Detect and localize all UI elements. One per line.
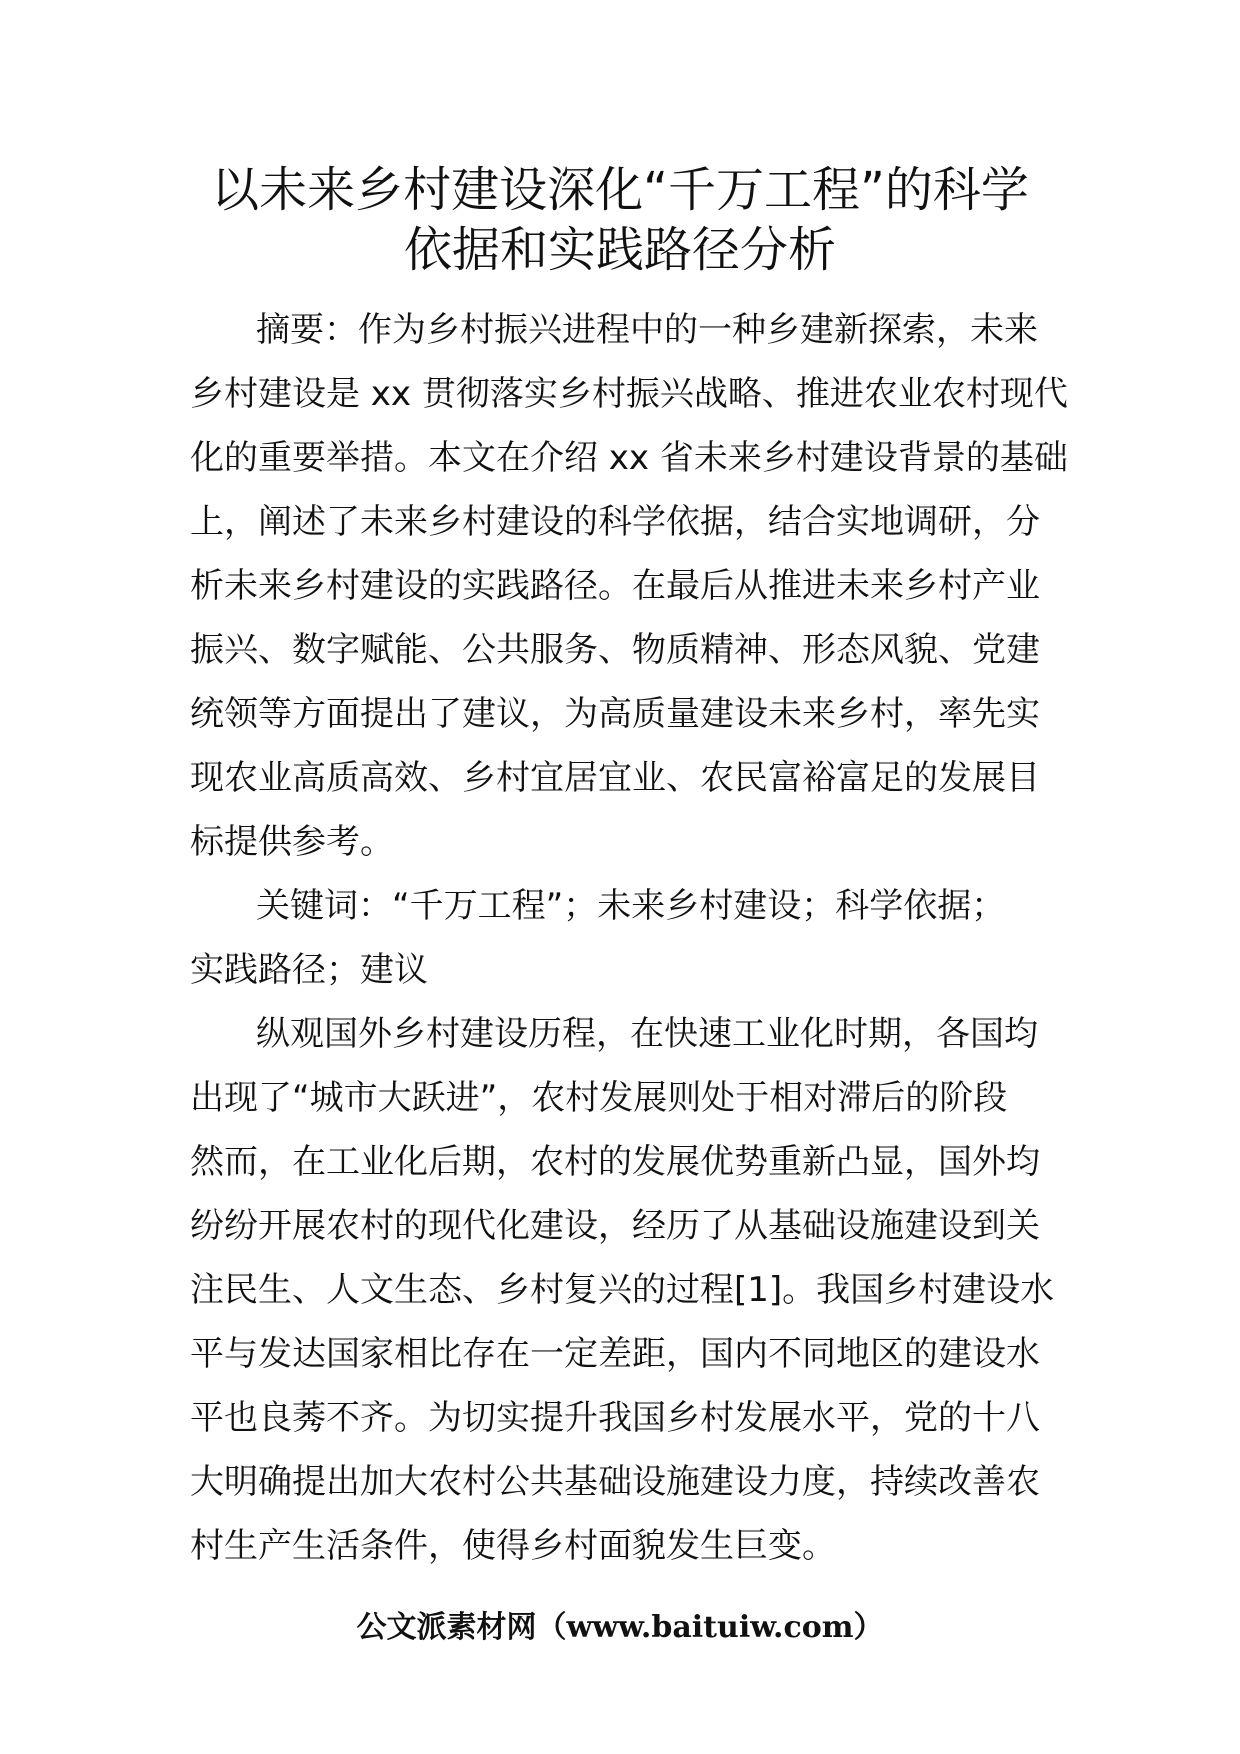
text-line: 平也良莠不齐。为切实提升我国乡村发展水平，党的十八 — [190, 1398, 1040, 1438]
text-line: 统领等方面提出了建议，为高质量建设未来乡村，率先实 — [190, 694, 1040, 734]
text-line: 摘要：作为乡村振兴进程中的一种乡建新探索，未来 — [256, 310, 1038, 350]
text-line: 上，阐述了未来乡村建设的科学依据，结合实地调研，分 — [190, 502, 1040, 542]
text-line: 出现了“城市大跃进”，农村发展则处于相对滞后的阶段 — [190, 1078, 1008, 1118]
text-line: 振兴、数字赋能、公共服务、物质精神、形态风貌、党建 — [190, 630, 1040, 670]
document-title — [160, 160, 1080, 280]
source-footer: 公文派素材网（www.baituiw.com） — [356, 1610, 884, 1645]
text-line: 乡村建设是 xx 贯彻落实乡村振兴战略、推进农业农村现代 — [190, 374, 1068, 414]
text-line: 注民生、人文生态、乡村复兴的过程[1]。我国乡村建设水 — [190, 1270, 1055, 1310]
text-line: 化的重要举措。本文在介绍 xx 省未来乡村建设背景的基础 — [190, 438, 1068, 478]
text-line: 现农业高质高效、乡村宜居宜业、农民富裕富足的发展目 — [190, 758, 1040, 798]
body-paragraph — [190, 1002, 1055, 1578]
text-line: 实践路径；建议 — [190, 950, 428, 990]
text-line: 然而，在工业化后期，农村的发展优势重新凸显，国外均 — [190, 1142, 1040, 1182]
text-line: 纵观国外乡村建设历程，在快速工业化时期，各国均 — [256, 1014, 1038, 1054]
title-line: 以未来乡村建设深化“千万工程”的科学 — [211, 162, 1029, 218]
text-line: 纷纷开展农村的现代化建设，经历了从基础设施建设到关 — [190, 1206, 1040, 1246]
text-line: 关键词：“千万工程”；未来乡村建设；科学依据； — [256, 886, 1006, 926]
text-line: 大明确提出加大农村公共基础设施建设力度，持续改善农 — [190, 1462, 1040, 1502]
document-body — [190, 298, 1068, 1578]
title-line: 依据和实践路径分析 — [403, 222, 836, 278]
abstract-paragraph — [190, 298, 1068, 874]
text-line: 标提供参考。 — [190, 822, 394, 862]
text-line: 析未来乡村建设的实践路径。在最后从推进未来乡村产业 — [190, 566, 1040, 606]
text-line: 村生产生活条件，使得乡村面貌发生巨变。 — [190, 1526, 836, 1566]
text-line: 平与发达国家相比存在一定差距，国内不同地区的建设水 — [190, 1334, 1040, 1374]
keywords-paragraph — [190, 874, 1055, 1002]
